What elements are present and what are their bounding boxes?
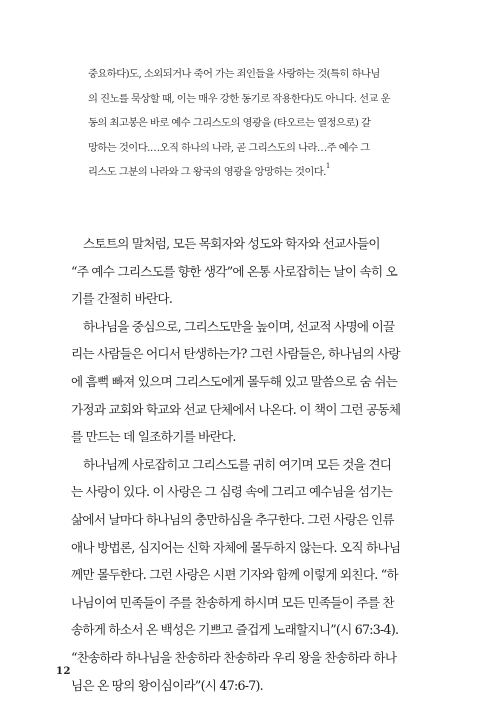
- paragraph-line: 스토트의 말처럼, 모든 목회자와 성도와 학자와 선교사들이: [83, 236, 380, 251]
- paragraph-line: 님은 온 땅의 왕이심이라”(시 47:6-7).: [71, 677, 263, 693]
- paragraph-line: 가정과 교회와 학교와 선교 단체에서 나온다. 이 책이 그런 공동체: [71, 401, 401, 417]
- paragraph-line: 리는 사람들은 어디서 탄생하는가? 그런 사람들은, 하나님의 사랑: [71, 346, 400, 362]
- paragraph-line: 송하게 하소서 온 백성은 기쁘고 즐겁게 노래할지니”(시 67:3-4).: [71, 622, 399, 638]
- paragraph-line: “찬송하라 하나님을 찬송하라 찬송하라 우리 왕을 찬송하라 하나: [71, 649, 397, 665]
- paragraph-line: 기를 간절히 바란다.: [71, 291, 173, 307]
- paragraph-line: 를 만드는 데 일조하기를 바란다.: [71, 429, 236, 445]
- paragraph-3: [71, 451, 431, 699]
- quote-line: 망하는 것이다.…오직 하나의 나라, 곧 그리스도의 나라…주 예수 그: [88, 141, 370, 154]
- quote-line: 의 진노를 묵상할 때, 이는 매우 강한 동기로 작용한다)도 아니다. 선교 운: [88, 92, 390, 105]
- footnote-marker: 1: [325, 161, 330, 170]
- paragraph-line: 하나님을 중심으로, 그리스도만을 높이며, 선교적 사명에 이끌: [83, 318, 395, 334]
- paragraph-line: 애나 방법론, 심지어는 신학 자체에 몰두하지 않는다. 오직 하나님: [71, 539, 401, 555]
- page-number: 12: [56, 666, 71, 677]
- paragraph-1: [71, 230, 431, 313]
- paragraph-2: [71, 313, 431, 451]
- paragraph-line: 하나님께 사로잡히고 그리스도를 귀히 여기며 모든 것을 견디: [83, 456, 392, 472]
- paragraph-line: 께만 몰두한다. 그런 사랑은 시편 기자와 함께 이렇게 외친다. “하: [71, 567, 398, 583]
- block-quote: [88, 62, 418, 185]
- quote-line-last: 리스도 그분의 나라와 그 왕국의 영광을 앙망하는 것이다.$^1$: [88, 161, 330, 179]
- quote-line: 중요하다)도, 소외되거나 죽어 가는 죄인들을 사랑하는 것(특히 하나님: [88, 68, 380, 80]
- paragraph-line: 나님이여 민족들이 주를 찬송하게 하시며 모든 민족들이 주를 찬: [71, 594, 394, 610]
- paragraph-line: “주 예수 그리스도를 향한 생각”에 온통 사로잡히는 날이 속히 오: [71, 263, 398, 279]
- paragraph-line: 삶에서 날마다 하나님의 충만하심을 추구한다. 그런 사랑은 인류: [71, 511, 394, 527]
- quote-line: 동의 최고봉은 바로 예수 그리스도의 영광을 (타오르는 열정으로) 갈: [88, 117, 371, 130]
- body-text: [71, 230, 431, 699]
- paragraph-line: 에 흠뻑 빠져 있으며 그리스도에게 몰두해 있고 말씀으로 숨 쉬는: [71, 373, 398, 389]
- paragraph-line: 는 사랑이 있다. 이 사랑은 그 심령 속에 그리고 예수님을 섬기는: [71, 484, 393, 500]
